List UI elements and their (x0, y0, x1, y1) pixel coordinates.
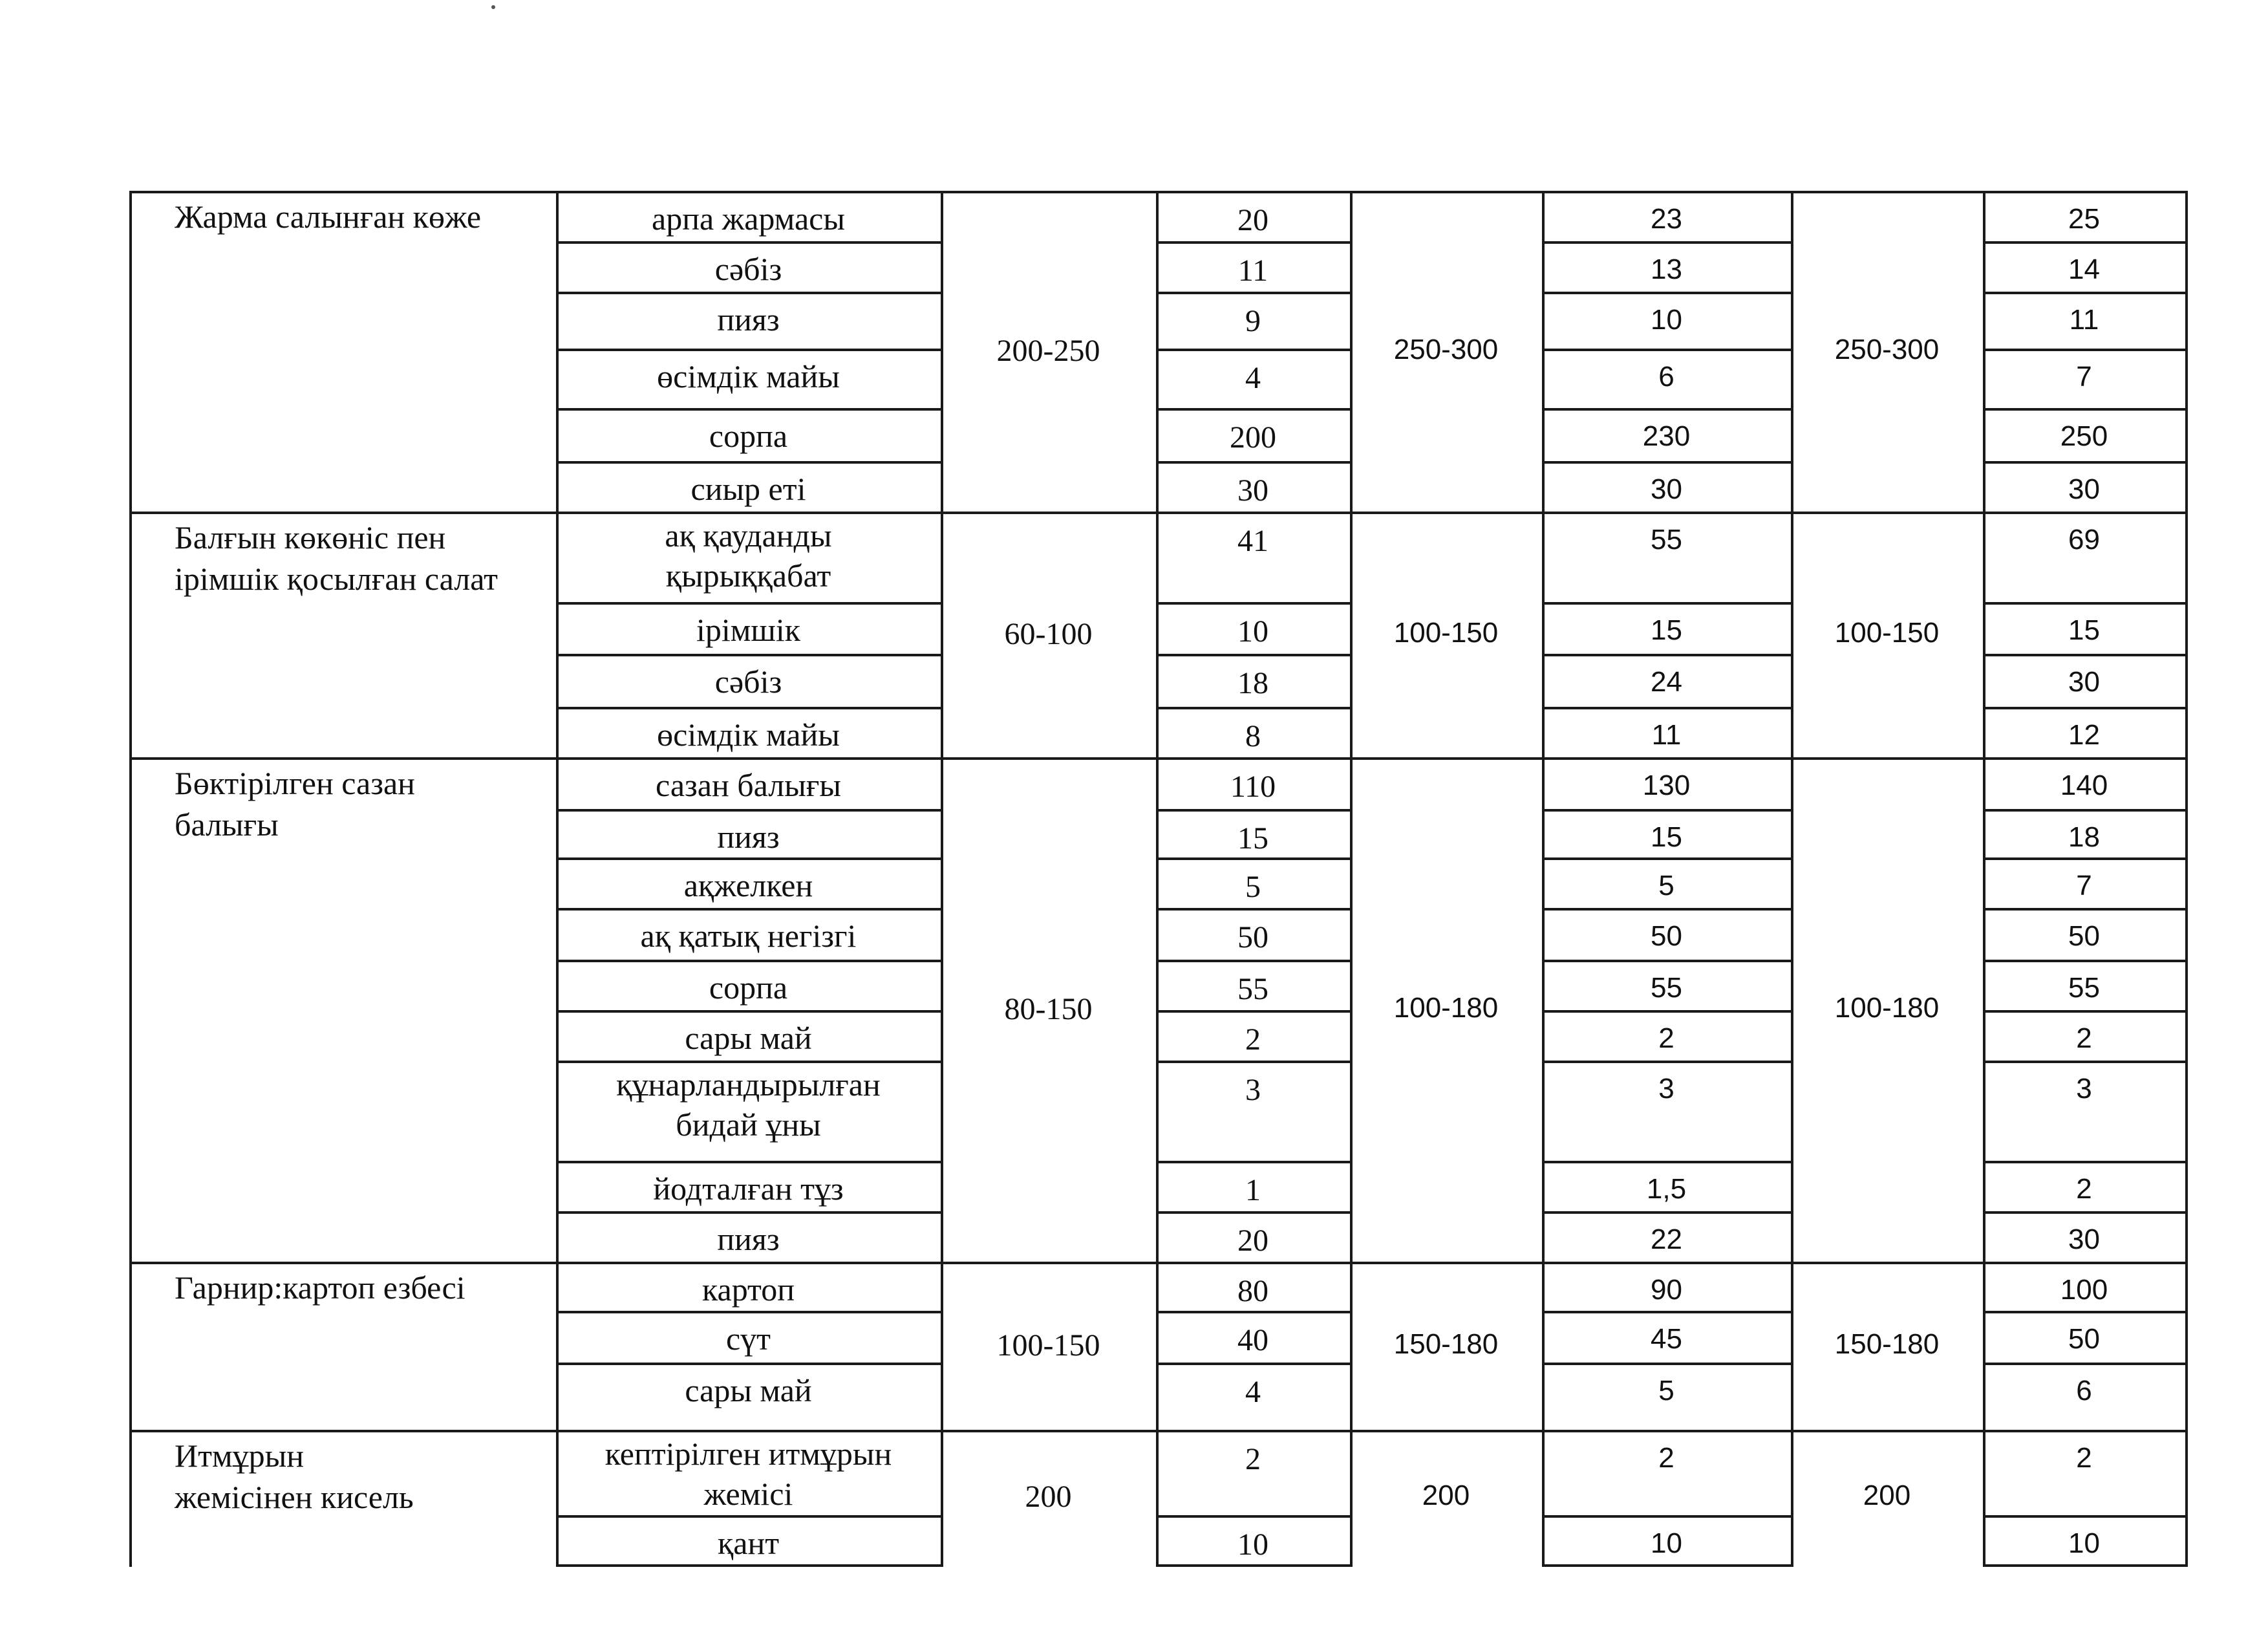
value-a-row-line (1156, 1010, 1350, 1013)
value-b: 23 (1651, 203, 1682, 235)
value-b-row-line (1542, 292, 1791, 294)
value-a-row-line (1156, 1211, 1350, 1214)
value-a-row-line (1156, 1311, 1350, 1313)
column-line (1156, 191, 1159, 1567)
value-b: 10 (1651, 1527, 1682, 1559)
ingredient-row-line (556, 1363, 941, 1365)
value-a-row-line (1156, 349, 1350, 351)
value-b-row-line (1542, 654, 1791, 656)
ingredient-row-line (556, 908, 941, 911)
ingredient-name: ірімшік (696, 612, 801, 648)
value-c-row-line (1983, 1161, 2185, 1163)
value-c: 2 (2076, 1442, 2092, 1474)
value-a: 20 (1237, 203, 1268, 237)
ingredient-name: сорпа (709, 418, 788, 454)
value-c: 3 (2076, 1073, 2092, 1105)
value-a-row-line (1156, 654, 1350, 656)
value-a-row-line (1156, 908, 1350, 911)
dish-name: Итмұрын жемісінен кисель (175, 1438, 414, 1515)
portion-range-c: 100-150 (1834, 617, 1940, 649)
value-a-row-line (1156, 461, 1350, 464)
column-line (1983, 191, 1985, 1567)
portion-range-a: 200 (1025, 1480, 1072, 1514)
ingredient-name: ақ қауданды қырыққабат (665, 517, 832, 594)
value-a: 30 (1237, 473, 1268, 508)
value-c: 30 (2068, 473, 2100, 505)
table-bottom-line (1156, 1564, 1350, 1567)
value-b-row-line (1542, 1515, 1791, 1518)
value-b-row-line (1542, 1061, 1791, 1063)
ingredient-name: сәбіз (714, 251, 782, 287)
ingredient-row-line (556, 1515, 941, 1518)
value-c-row-line (1983, 857, 2185, 860)
portion-range-b: 250-300 (1393, 334, 1499, 365)
ingredient-name: сиыр еті (690, 471, 806, 507)
value-c-row-line (1983, 602, 2185, 605)
value-c-row-line (1983, 654, 2185, 656)
value-b-row-line (1542, 857, 1791, 860)
value-a-row-line (1156, 241, 1350, 244)
value-a: 9 (1245, 304, 1261, 338)
ingredient-row-line (556, 654, 941, 656)
value-c-row-line (1983, 1363, 2185, 1365)
dish-name: Жарма салынған көже (175, 199, 482, 235)
portion-range-a: 100-150 (996, 1328, 1100, 1363)
value-c: 250 (2060, 420, 2108, 452)
value-a: 5 (1245, 870, 1261, 904)
ingredient-row-line (556, 1010, 941, 1013)
column-line (2185, 191, 2188, 1567)
ingredient-row-line (556, 241, 941, 244)
value-c: 18 (2068, 821, 2100, 853)
value-b: 5 (1658, 870, 1674, 901)
value-b: 2 (1658, 1442, 1674, 1474)
value-b: 15 (1651, 614, 1682, 646)
value-b-row-line (1542, 809, 1791, 812)
value-a-row-line (1156, 809, 1350, 812)
ingredient-row-line (556, 857, 941, 860)
portion-range-b: 100-180 (1393, 992, 1499, 1024)
value-a-row-line (1156, 408, 1350, 411)
value-c-row-line (1983, 1311, 2185, 1313)
value-b: 230 (1642, 420, 1691, 452)
ingredient-row-line (556, 602, 941, 605)
portion-range-c: 200 (1863, 1480, 1911, 1511)
value-a-row-line (1156, 960, 1350, 962)
value-a: 3 (1245, 1073, 1261, 1107)
value-a: 41 (1237, 524, 1268, 558)
table-bottom-line (556, 1564, 941, 1567)
value-c-row-line (1983, 809, 2185, 812)
value-c: 6 (2076, 1375, 2092, 1406)
value-c: 25 (2068, 203, 2100, 235)
dish-name: Бөктірілген сазан балығы (175, 765, 415, 843)
column-line (1791, 191, 1793, 1567)
value-a-row-line (1156, 1515, 1350, 1518)
value-b: 24 (1651, 666, 1682, 698)
value-b-row-line (1542, 1161, 1791, 1163)
value-b-row-line (1542, 461, 1791, 464)
value-b: 6 (1658, 361, 1674, 393)
column-line (129, 191, 132, 1567)
scan-speck (491, 5, 495, 9)
value-a: 110 (1230, 770, 1276, 804)
value-b: 30 (1651, 473, 1682, 505)
value-a: 4 (1245, 1375, 1261, 1409)
ingredient-name: өсімдік майы (657, 358, 840, 394)
ingredient-name: ақжелкен (683, 867, 813, 903)
value-a: 80 (1237, 1274, 1268, 1308)
ingredient-row-line (556, 1311, 941, 1313)
ingredient-row-line (556, 408, 941, 411)
ingredient-row-line (556, 1211, 941, 1214)
value-a: 40 (1237, 1323, 1268, 1357)
value-b-row-line (1542, 1211, 1791, 1214)
value-a: 50 (1237, 920, 1268, 954)
ingredient-row-line (556, 960, 941, 962)
table-bottom-line (1542, 1564, 1791, 1567)
portion-range-b: 200 (1422, 1480, 1470, 1511)
value-b: 45 (1651, 1323, 1682, 1355)
ingredient-row-line (556, 1061, 941, 1063)
value-b: 13 (1651, 253, 1682, 285)
ingredient-row-line (556, 809, 941, 812)
value-a-row-line (1156, 1161, 1350, 1163)
ingredient-name: арпа жармасы (652, 200, 845, 237)
dish-name: Балғын көкөніс пен ірімшік қосылған салат (175, 519, 498, 597)
value-b-row-line (1542, 408, 1791, 411)
ingredient-name: қант (717, 1525, 780, 1561)
value-a-row-line (1156, 707, 1350, 709)
value-c-row-line (1983, 707, 2185, 709)
value-a: 200 (1230, 420, 1276, 455)
value-c: 2 (2076, 1022, 2092, 1054)
value-a: 4 (1245, 361, 1261, 395)
ingredient-name: сары май (685, 1020, 812, 1056)
value-c-row-line (1983, 241, 2185, 244)
value-c-row-line (1983, 1061, 2185, 1063)
value-b: 1,5 (1646, 1173, 1687, 1205)
portion-range-c: 150-180 (1834, 1328, 1940, 1360)
portion-range-a: 200-250 (996, 334, 1100, 368)
value-a: 10 (1237, 1527, 1268, 1562)
ingredient-row-line (556, 1161, 941, 1163)
ingredient-name: өсімдік майы (657, 717, 840, 753)
value-c-row-line (1983, 1211, 2185, 1214)
ingredient-name: сәбіз (714, 663, 782, 700)
value-b: 22 (1651, 1223, 1682, 1255)
value-c: 30 (2068, 1223, 2100, 1255)
value-a: 20 (1237, 1223, 1268, 1258)
value-b: 55 (1651, 524, 1682, 555)
value-c: 69 (2068, 524, 2100, 555)
value-c: 10 (2068, 1527, 2100, 1559)
portion-range-b: 150-180 (1393, 1328, 1499, 1360)
value-a-row-line (1156, 602, 1350, 605)
value-b: 3 (1658, 1073, 1674, 1105)
value-a: 11 (1237, 253, 1268, 288)
value-c: 15 (2068, 614, 2100, 646)
ingredient-name: сорпа (709, 969, 788, 1006)
value-c-row-line (1983, 349, 2185, 351)
value-c-row-line (1983, 408, 2185, 411)
column-line (1350, 191, 1353, 1567)
ingredient-name: ақ қатық негізгі (640, 918, 857, 954)
value-c: 55 (2068, 972, 2100, 1004)
value-a-row-line (1156, 857, 1350, 860)
value-b-row-line (1542, 1010, 1791, 1013)
value-b-row-line (1542, 602, 1791, 605)
value-b: 50 (1651, 920, 1682, 952)
value-b: 90 (1651, 1274, 1682, 1306)
value-c: 7 (2076, 870, 2092, 901)
value-b: 55 (1651, 972, 1682, 1004)
value-b: 5 (1658, 1375, 1674, 1406)
value-c: 50 (2068, 1323, 2100, 1355)
value-b-row-line (1542, 1311, 1791, 1313)
value-b: 10 (1651, 304, 1682, 336)
portion-range-b: 100-150 (1393, 617, 1499, 649)
dish-name: Гарнир:картоп езбесі (175, 1269, 465, 1306)
value-c: 7 (2076, 361, 2092, 393)
value-b-row-line (1542, 707, 1791, 709)
value-c: 100 (2060, 1274, 2108, 1306)
value-c-row-line (1983, 1515, 2185, 1518)
value-b: 130 (1642, 770, 1691, 801)
portion-range-a: 80-150 (1004, 992, 1093, 1026)
value-b-row-line (1542, 1363, 1791, 1365)
ingredient-name: сазан балығы (656, 767, 841, 803)
value-c: 30 (2068, 666, 2100, 698)
value-a: 8 (1245, 719, 1261, 753)
value-a-row-line (1156, 1363, 1350, 1365)
ingredient-row-line (556, 292, 941, 294)
ingredient-name: сүт (725, 1320, 771, 1357)
value-c-row-line (1983, 1010, 2185, 1013)
value-c-row-line (1983, 960, 2185, 962)
ingredient-name: сары май (685, 1372, 812, 1408)
value-c: 50 (2068, 920, 2100, 952)
value-a: 1 (1245, 1173, 1261, 1207)
ingredient-name: пияз (717, 1221, 780, 1257)
value-c-row-line (1983, 461, 2185, 464)
portion-range-c: 250-300 (1834, 334, 1940, 365)
ingredient-name: картоп (701, 1271, 795, 1308)
value-b: 2 (1658, 1022, 1674, 1054)
value-c: 14 (2068, 253, 2100, 285)
value-a: 55 (1237, 972, 1268, 1006)
value-a: 15 (1237, 821, 1268, 856)
value-a: 2 (1245, 1442, 1261, 1476)
value-a: 18 (1237, 666, 1268, 700)
ingredient-row-line (556, 461, 941, 464)
value-b: 11 (1651, 719, 1682, 751)
ingredient-name: құнарландырылған бидай ұны (616, 1066, 881, 1143)
portion-range-a: 60-100 (1004, 617, 1093, 651)
ingredient-row-line (556, 707, 941, 709)
column-line (1542, 191, 1545, 1567)
value-b-row-line (1542, 960, 1791, 962)
value-c: 140 (2060, 770, 2108, 801)
value-a: 10 (1237, 614, 1268, 649)
portion-range-c: 100-180 (1834, 992, 1940, 1024)
value-b-row-line (1542, 908, 1791, 911)
ingredient-name: пияз (717, 301, 780, 338)
value-c: 12 (2068, 719, 2100, 751)
value-a: 2 (1245, 1022, 1261, 1057)
value-c: 2 (2076, 1173, 2092, 1205)
ingredient-name: йодталған тұз (653, 1170, 844, 1207)
ingredient-row-line (556, 349, 941, 351)
value-c-row-line (1983, 292, 2185, 294)
column-line (556, 191, 559, 1567)
column-line (941, 191, 943, 1567)
ingredient-name: кептірілген итмұрын жемісі (604, 1436, 892, 1512)
value-a-row-line (1156, 292, 1350, 294)
value-a-row-line (1156, 1061, 1350, 1063)
value-b-row-line (1542, 241, 1791, 244)
value-c-row-line (1983, 908, 2185, 911)
table-bottom-line (1983, 1564, 2185, 1567)
value-b: 15 (1651, 821, 1682, 853)
value-c: 11 (2069, 304, 2099, 336)
value-b-row-line (1542, 349, 1791, 351)
ingredient-name: пияз (717, 819, 780, 855)
